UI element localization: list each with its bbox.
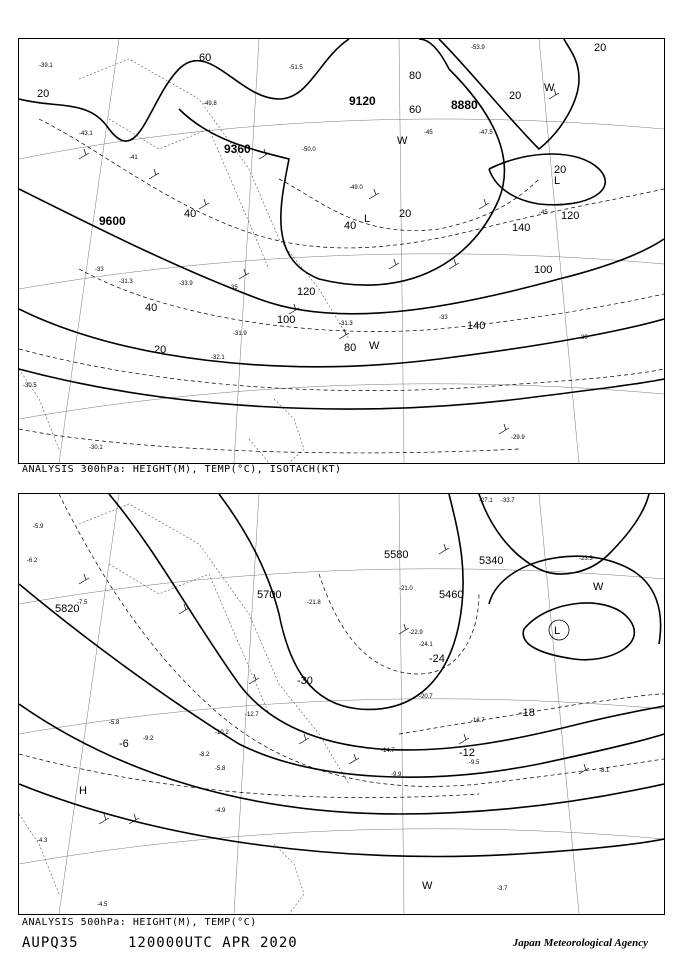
temp-label: -8.2	[199, 752, 210, 758]
temp-label: -21.8	[307, 600, 321, 606]
map-500hpa	[19, 494, 664, 914]
caption-500hpa: ANALYSIS 500hPa: HEIGHT(M), TEMP(°C)	[22, 917, 257, 928]
temp-label: -12.7	[245, 712, 259, 718]
isotach-label: 20	[554, 164, 567, 176]
low-center: L	[554, 625, 561, 637]
isotherm-label: -30	[297, 675, 313, 687]
temp-label: -30.1	[89, 445, 103, 451]
isotach-label: 80	[344, 342, 357, 354]
low-center: L	[554, 175, 561, 187]
graticule	[19, 39, 664, 463]
warm-center: W	[593, 581, 604, 593]
temp-label: -31.3	[119, 279, 133, 285]
temp-label: -4.5	[97, 902, 108, 908]
temp-label: -6.2	[27, 558, 38, 564]
warm-center: W	[422, 880, 433, 892]
temp-label: -10.2	[215, 730, 229, 736]
isotach-label: 20	[399, 208, 412, 220]
height-label: 8880	[451, 98, 478, 112]
temp-label: -39	[579, 335, 588, 341]
chart-500hpa	[18, 493, 665, 915]
isotach-label: 60	[409, 104, 422, 116]
isotach-label: 40	[145, 302, 158, 314]
high-center: H	[79, 785, 87, 797]
height-labels	[55, 549, 503, 615]
caption-300hpa: ANALYSIS 300hPa: HEIGHT(M), TEMP(°C), ISOTACH(KT)	[22, 464, 342, 475]
temp-label: -9.9	[391, 772, 402, 778]
chart-300hpa	[18, 38, 665, 464]
temp-label: -43.1	[79, 131, 93, 137]
temp-label: -31.3	[339, 321, 353, 327]
temp-label: -4.9	[215, 808, 226, 814]
low-center: L	[364, 213, 371, 225]
temp-label: -20.7	[419, 694, 433, 700]
isotherm-label: -24	[429, 653, 445, 665]
isotach-contours	[19, 119, 664, 453]
isotach-label: 60	[199, 52, 212, 64]
temp-label: -49.0	[349, 185, 363, 191]
isotach-label: 40	[184, 208, 197, 220]
temp-label: -5.9	[33, 524, 44, 530]
height-label: 5820	[55, 603, 80, 615]
chart-id: AUPQ35	[22, 935, 79, 951]
temp-label: -53.9	[471, 45, 485, 51]
isotach-label: 20	[594, 42, 607, 54]
isotherm-label: -6	[119, 738, 129, 750]
height-contours	[19, 494, 664, 856]
temp-label: -50.0	[302, 147, 316, 153]
temp-label: -49.8	[203, 101, 217, 107]
coastline	[19, 59, 349, 463]
isotach-label: 100	[534, 264, 553, 276]
temp-label: -16.7	[471, 718, 485, 724]
isotach-label: 80	[409, 70, 422, 82]
isotach-label: 20	[37, 88, 50, 100]
temp-label: -23.3	[579, 556, 593, 562]
isotach-label: 120	[561, 210, 580, 222]
height-label: 5460	[439, 589, 464, 601]
warm-center: W	[397, 135, 408, 147]
warm-center: W	[544, 82, 555, 94]
height-label: 9600	[99, 214, 126, 228]
temp-label: -45	[424, 130, 433, 136]
temp-label: -24.1	[419, 642, 433, 648]
isotach-label: 140	[467, 320, 486, 332]
temp-label: -22.9	[409, 630, 423, 636]
temp-label: -3.7	[497, 886, 508, 892]
isotherm-label: -12	[459, 747, 475, 759]
temp-label: -35	[229, 285, 238, 291]
temp-label: -33	[439, 315, 448, 321]
isotach-label: 40	[344, 220, 357, 232]
height-label: 5580	[384, 549, 409, 561]
height-label: 9360	[224, 142, 251, 156]
isotach-label: 140	[512, 222, 531, 234]
agency-name: Japan Meteorological Agency	[512, 937, 648, 949]
map-300hpa	[19, 39, 664, 463]
temp-label: -5.8	[215, 766, 226, 772]
isotach-label: 100	[277, 314, 296, 326]
temp-label: -27.1	[479, 498, 493, 504]
isotherm-contours	[19, 494, 664, 798]
temp-label: -41	[129, 155, 138, 161]
temp-label: -33.9	[179, 281, 193, 287]
wind-barbs	[79, 89, 559, 434]
isotach-label: 120	[297, 286, 316, 298]
height-label: 9120	[349, 94, 376, 108]
temp-label: -39.1	[39, 63, 53, 69]
valid-time: 120000UTC APR 2020	[128, 935, 298, 951]
warm-center: W	[369, 340, 380, 352]
temp-label: -51.5	[289, 65, 303, 71]
temp-label: -47.5	[479, 130, 493, 136]
temp-label: -5.8	[109, 720, 120, 726]
temp-label: -33	[95, 267, 104, 273]
temp-label: -7.5	[77, 600, 88, 606]
temp-label: -9.5	[469, 760, 480, 766]
wind-barbs	[79, 544, 589, 824]
temp-label: -32.1	[211, 355, 225, 361]
temp-label: -30.5	[23, 383, 37, 389]
temp-label: -33.7	[501, 498, 515, 504]
height-label: 5700	[257, 589, 282, 601]
temperature-labels	[23, 45, 588, 451]
temp-label: -4.3	[37, 838, 48, 844]
temp-label: -45	[539, 210, 548, 216]
isotach-label: 20	[509, 90, 522, 102]
temp-label: -14.7	[381, 748, 395, 754]
temp-label: -31.9	[233, 331, 247, 337]
height-label: 5340	[479, 555, 504, 567]
temp-label: -29.9	[511, 435, 525, 441]
temp-label: -9.2	[143, 736, 154, 742]
temp-label: -8.1	[599, 768, 610, 774]
temp-label: -21.0	[399, 586, 413, 592]
isotherm-label: -18	[519, 707, 535, 719]
isotach-label: 20	[154, 344, 167, 356]
